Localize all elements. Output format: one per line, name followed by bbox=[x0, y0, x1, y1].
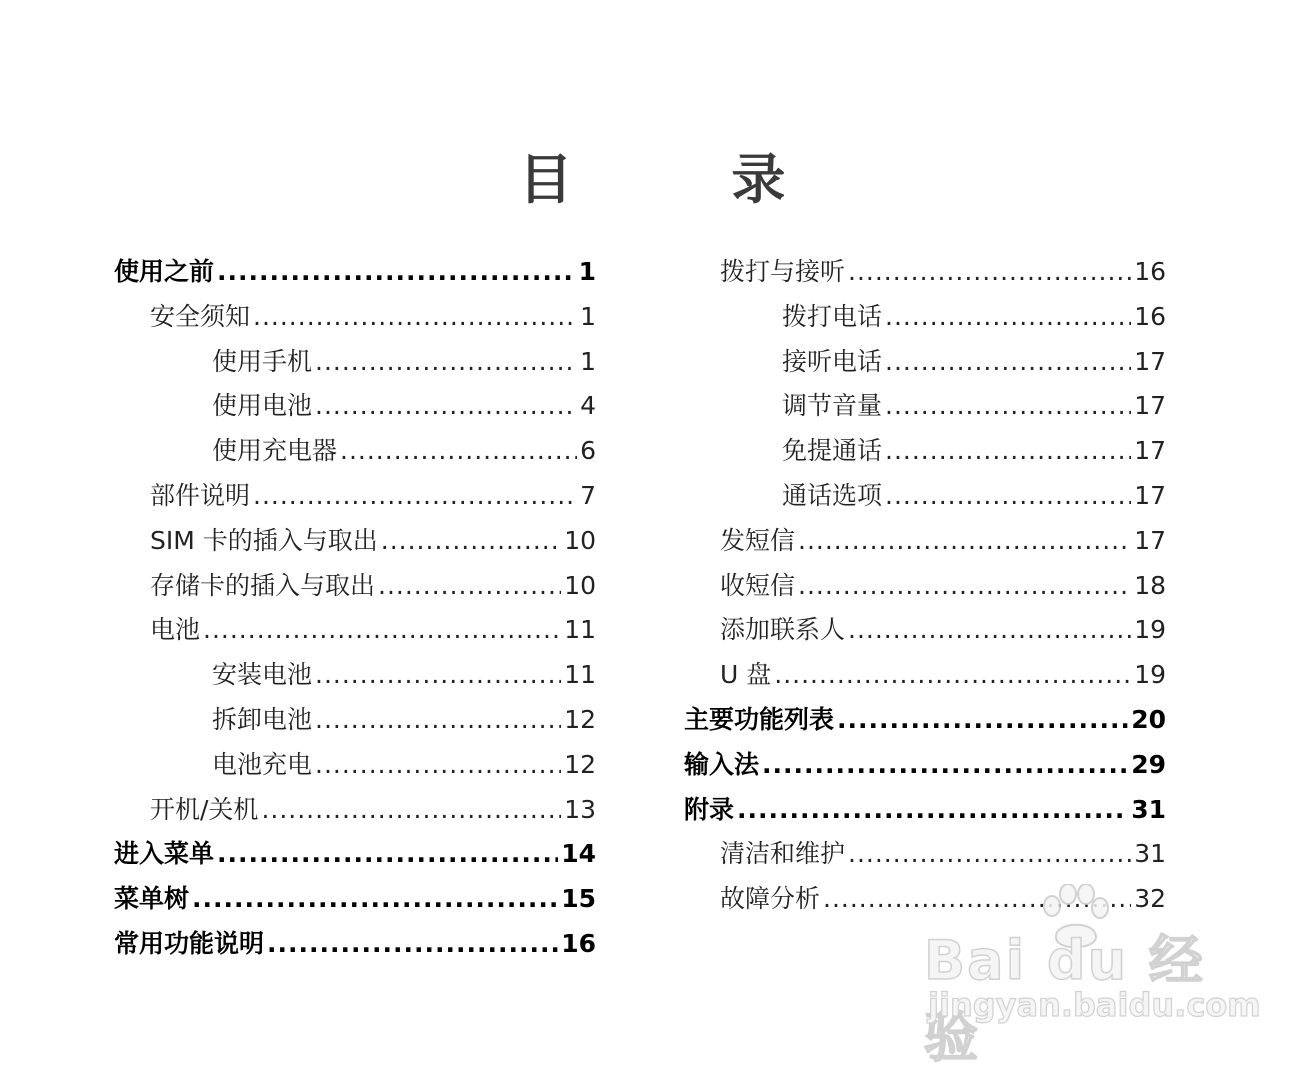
toc-entry-page-number: 10 bbox=[564, 525, 596, 555]
toc-leader-dots bbox=[340, 429, 577, 474]
toc-entry[interactable] bbox=[684, 250, 1166, 295]
toc-entry-label: 清洁和维护 bbox=[720, 839, 846, 869]
toc-entry-page-number: 7 bbox=[580, 480, 596, 510]
toc-entry[interactable] bbox=[114, 519, 596, 564]
toc-entry-page-number: 1 bbox=[578, 257, 596, 286]
toc-entry[interactable] bbox=[684, 698, 1166, 743]
toc-entry[interactable] bbox=[114, 474, 596, 519]
toc-entry-label: 通话选项 bbox=[782, 480, 883, 510]
toc-entry-page-number: 18 bbox=[1134, 570, 1166, 600]
toc-entry[interactable] bbox=[114, 384, 596, 429]
toc-entry-label: 存储卡的插入与取出 bbox=[150, 570, 376, 600]
toc-entry-label: 电池 bbox=[150, 615, 201, 645]
toc-entry[interactable] bbox=[684, 564, 1166, 609]
toc-entry[interactable] bbox=[684, 653, 1166, 698]
toc-entry-label: 主要功能列表 bbox=[684, 704, 835, 734]
toc-entry[interactable] bbox=[684, 788, 1166, 833]
toc-entry-page-number: 1 bbox=[580, 301, 596, 331]
toc-entry-label: 接听电话 bbox=[782, 346, 883, 376]
toc-entry[interactable] bbox=[684, 743, 1166, 788]
toc-entry-page-number: 1 bbox=[580, 346, 596, 376]
toc-leader-dots bbox=[798, 564, 1131, 609]
toc-leader-dots bbox=[837, 698, 1128, 743]
toc-entry-label: 安全须知 bbox=[150, 301, 251, 331]
toc-entry[interactable] bbox=[114, 788, 596, 833]
toc-entry[interactable] bbox=[114, 743, 596, 788]
toc-entry-page-number: 31 bbox=[1131, 794, 1166, 824]
toc-entry-page-number: 6 bbox=[580, 436, 596, 466]
toc-leader-dots bbox=[885, 295, 1131, 340]
toc-entry-label: U 盘 bbox=[720, 660, 772, 690]
toc-leader-dots bbox=[267, 922, 558, 967]
toc-entry-label: 发短信 bbox=[720, 525, 796, 555]
baidu-jingyan-watermark bbox=[924, 906, 1261, 1069]
toc-entry[interactable] bbox=[114, 608, 596, 653]
toc-entry-page-number: 15 bbox=[561, 884, 596, 914]
toc-leader-dots bbox=[261, 788, 561, 833]
toc-entry-page-number: 11 bbox=[564, 615, 596, 645]
toc-entry[interactable] bbox=[114, 295, 596, 340]
toc-entry-label: 电池充电 bbox=[212, 749, 313, 779]
toc-entry-label: 常用功能说明 bbox=[114, 928, 265, 958]
toc-entry-page-number: 17 bbox=[1134, 480, 1166, 510]
toc-entry-label: 调节音量 bbox=[782, 391, 883, 421]
toc-leader-dots bbox=[378, 564, 561, 609]
toc-entry-label: 开机/关机 bbox=[150, 794, 259, 824]
toc-entry-label: 使用充电器 bbox=[212, 436, 338, 466]
toc-leader-dots bbox=[885, 384, 1131, 429]
watermark-url: jingyan.baidu.com bbox=[928, 986, 1261, 1024]
toc-entry-page-number: 16 bbox=[1134, 257, 1166, 286]
toc-entry[interactable] bbox=[114, 653, 596, 698]
toc-entry[interactable] bbox=[684, 474, 1166, 519]
toc-entry-label: 安装电池 bbox=[212, 660, 313, 690]
toc-entry-page-number: 11 bbox=[564, 660, 596, 690]
toc-leader-dots bbox=[848, 608, 1131, 653]
toc-entry[interactable] bbox=[114, 832, 596, 877]
toc-entry[interactable] bbox=[114, 877, 596, 922]
toc-entry-label: 收短信 bbox=[720, 570, 796, 600]
toc-entry-label: 拆卸电池 bbox=[212, 704, 313, 734]
toc-leader-dots bbox=[762, 743, 1128, 788]
toc-entry-page-number: 16 bbox=[561, 928, 596, 958]
toc-entry[interactable] bbox=[114, 429, 596, 474]
toc-entry[interactable] bbox=[114, 698, 596, 743]
toc-entry-page-number: 4 bbox=[580, 391, 596, 421]
toc-right-column bbox=[684, 250, 1166, 922]
toc-entry-page-number: 17 bbox=[1134, 346, 1166, 376]
toc-entry-page-number: 13 bbox=[564, 794, 596, 824]
toc-entry[interactable] bbox=[114, 564, 596, 609]
toc-entry[interactable] bbox=[684, 608, 1166, 653]
toc-entry[interactable] bbox=[684, 832, 1166, 877]
toc-leader-dots bbox=[798, 519, 1131, 564]
page-title: 目 录 bbox=[518, 148, 856, 211]
watermark-brand: Bai du 经验 bbox=[924, 929, 1205, 1069]
toc-entry-page-number: 12 bbox=[564, 704, 596, 734]
toc-leader-dots bbox=[885, 340, 1131, 385]
toc-entry[interactable] bbox=[114, 922, 596, 967]
toc-entry-label: 拨打与接听 bbox=[720, 257, 846, 286]
toc-entry[interactable] bbox=[114, 250, 596, 295]
toc-leader-dots bbox=[253, 474, 577, 519]
toc-leader-dots bbox=[774, 653, 1131, 698]
toc-entry-label: 菜单树 bbox=[114, 884, 190, 914]
toc-entry-page-number: 16 bbox=[1134, 301, 1166, 331]
toc-leader-dots bbox=[217, 250, 576, 295]
toc-entry-label: SIM 卡的插入与取出 bbox=[150, 525, 378, 555]
toc-leader-dots bbox=[381, 519, 561, 564]
toc-entry-label: 使用手机 bbox=[212, 346, 313, 376]
toc-entry-label: 添加联系人 bbox=[720, 615, 846, 645]
toc-leader-dots bbox=[203, 608, 561, 653]
toc-leader-dots bbox=[737, 788, 1128, 833]
toc-entry-page-number: 19 bbox=[1134, 615, 1166, 645]
toc-entry-label: 附录 bbox=[684, 794, 735, 824]
toc-leader-dots bbox=[315, 384, 577, 429]
toc-leader-dots bbox=[192, 877, 558, 922]
toc-entry[interactable] bbox=[684, 295, 1166, 340]
toc-entry-page-number: 14 bbox=[561, 839, 596, 869]
toc-entry-page-number: 31 bbox=[1134, 839, 1166, 869]
toc-entry[interactable] bbox=[684, 340, 1166, 385]
toc-entry-page-number: 17 bbox=[1134, 391, 1166, 421]
toc-entry-label: 使用之前 bbox=[114, 257, 215, 286]
toc-leader-dots bbox=[315, 340, 577, 385]
toc-entry-label: 进入菜单 bbox=[114, 839, 215, 869]
toc-entry-page-number: 29 bbox=[1131, 749, 1166, 779]
toc-leader-dots bbox=[848, 250, 1131, 295]
toc-leader-dots bbox=[217, 832, 558, 877]
toc-entry[interactable] bbox=[684, 429, 1166, 474]
toc-entry[interactable] bbox=[684, 384, 1166, 429]
toc-left-column bbox=[114, 250, 596, 967]
toc-entry-label: 使用电池 bbox=[212, 391, 313, 421]
toc-leader-dots bbox=[253, 295, 577, 340]
toc-leader-dots bbox=[885, 429, 1131, 474]
toc-leader-dots bbox=[885, 474, 1131, 519]
toc-leader-dots bbox=[848, 832, 1131, 877]
toc-entry[interactable] bbox=[684, 519, 1166, 564]
toc-leader-dots bbox=[315, 698, 561, 743]
toc-entry-label: 输入法 bbox=[684, 749, 760, 779]
toc-leader-dots bbox=[315, 743, 561, 788]
toc-entry-label: 免提通话 bbox=[782, 436, 883, 466]
toc-entry-page-number: 12 bbox=[564, 749, 596, 779]
toc-entry-page-number: 17 bbox=[1134, 436, 1166, 466]
toc-entry-label: 故障分析 bbox=[720, 884, 821, 914]
toc-entry-page-number: 19 bbox=[1134, 660, 1166, 690]
toc-entry-label: 拨打电话 bbox=[782, 301, 883, 331]
toc-entry-page-number: 17 bbox=[1134, 525, 1166, 555]
toc-entry-page-number: 10 bbox=[564, 570, 596, 600]
toc-leader-dots bbox=[315, 653, 561, 698]
toc-entry[interactable] bbox=[114, 340, 596, 385]
toc-entry-page-number: 20 bbox=[1131, 704, 1166, 734]
toc-entry-page-number: 32 bbox=[1134, 884, 1166, 914]
toc-entry-label: 部件说明 bbox=[150, 480, 251, 510]
